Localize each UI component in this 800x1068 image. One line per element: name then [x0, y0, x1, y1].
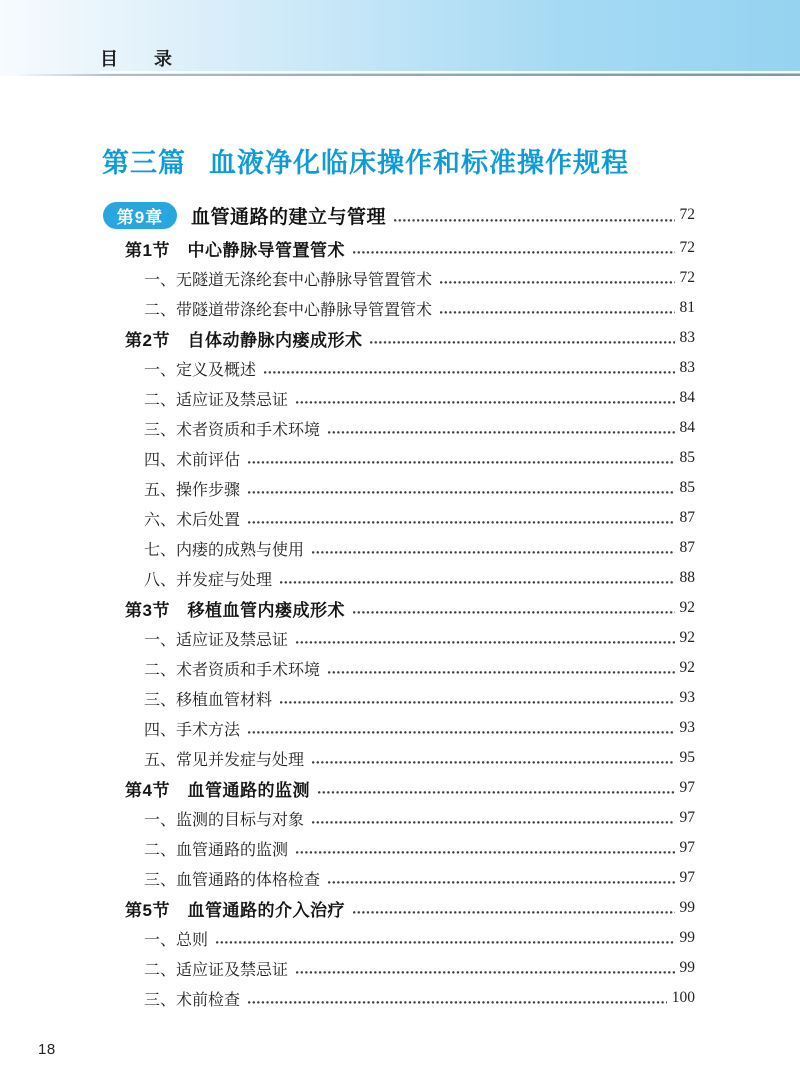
section-label: 第5节 血管通路的介入治疗 [125, 900, 345, 920]
page-ref: 83 [679, 329, 695, 346]
header-band [0, 0, 800, 76]
item-label: 三、术者资质和手术环境 [144, 421, 321, 439]
dotted-leader [328, 431, 674, 434]
dotted-leader [248, 521, 674, 524]
toc-list [103, 233, 695, 1013]
toc-item-row [103, 833, 695, 863]
toc-item-row [103, 983, 695, 1013]
chapter-row [103, 200, 695, 230]
page-ref: 97 [679, 839, 695, 856]
page-ref: 92 [679, 599, 695, 616]
page-ref: 93 [679, 719, 695, 736]
toc-item-row [103, 653, 695, 683]
toc-item-row [103, 803, 695, 833]
dotted-leader [296, 401, 674, 404]
page-ref: 99 [679, 959, 695, 976]
toc-item-row [103, 623, 695, 653]
toc-item-row [103, 863, 695, 893]
page-ref: 85 [679, 479, 695, 496]
page-ref: 97 [679, 809, 695, 826]
toc-item-row [103, 563, 695, 593]
header-bottom-edge [0, 74, 800, 76]
section-label: 第2节 自体动静脉内瘘成形术 [125, 330, 363, 350]
item-label: 三、移植血管材料 [144, 691, 273, 709]
toc-item-row [103, 953, 695, 983]
toc-item-row [103, 293, 695, 323]
toc-section-row [103, 323, 695, 353]
dotted-leader [328, 881, 674, 884]
item-label: 二、血管通路的监测 [144, 841, 289, 859]
item-label: 一、监测的目标与对象 [144, 811, 305, 829]
dotted-leader [353, 251, 675, 254]
toc-section-row [103, 773, 695, 803]
dotted-leader [248, 1001, 667, 1004]
page-ref: 97 [679, 869, 695, 886]
part-number: 第三篇 [102, 148, 186, 178]
dotted-leader [328, 671, 674, 674]
item-label: 三、术前检查 [144, 991, 241, 1009]
page-ref: 87 [679, 509, 695, 526]
dotted-leader [353, 611, 675, 614]
dotted-leader [318, 791, 675, 794]
page-ref: 99 [679, 929, 695, 946]
toc-item-row [103, 503, 695, 533]
dotted-leader [296, 851, 674, 854]
toc-section-row [103, 233, 695, 263]
page-ref: 100 [671, 989, 695, 1006]
dotted-leader [248, 491, 674, 494]
toc-item-row [103, 353, 695, 383]
page-ref: 84 [679, 389, 695, 406]
dotted-leader [216, 941, 674, 944]
page-ref: 72 [679, 239, 695, 256]
item-label: 四、手术方法 [144, 721, 241, 739]
dotted-leader [280, 581, 674, 584]
toc-item-row [103, 443, 695, 473]
dotted-leader [440, 281, 674, 284]
item-label: 五、操作步骤 [144, 481, 241, 499]
item-label: 四、术前评估 [144, 451, 241, 469]
page-ref: 97 [679, 779, 695, 796]
item-label: 一、无隧道无涤纶套中心静脉导管置管术 [144, 271, 433, 289]
page-ref: 87 [679, 539, 695, 556]
item-label: 三、血管通路的体格检查 [144, 871, 321, 889]
toc-item-row [103, 923, 695, 953]
item-label: 一、定义及概述 [144, 361, 257, 379]
page-ref: 88 [679, 569, 695, 586]
section-label: 第4节 血管通路的监测 [125, 780, 310, 800]
item-label: 一、适应证及禁忌证 [144, 631, 289, 649]
item-label: 二、适应证及禁忌证 [144, 391, 289, 409]
dotted-leader [312, 761, 674, 764]
chapter-badge: 第9章 [103, 202, 177, 229]
item-label: 六、术后处置 [144, 511, 241, 529]
section-label: 第3节 移植血管内瘘成形术 [125, 600, 345, 620]
toc-item-row [103, 473, 695, 503]
toc-item-row [103, 743, 695, 773]
dotted-leader [370, 341, 674, 344]
page-ref: 81 [679, 299, 695, 316]
dotted-leader [312, 821, 674, 824]
item-label: 二、带隧道带涤纶套中心静脉导管置管术 [144, 301, 433, 319]
section-label: 第1节 中心静脉导管置管术 [125, 240, 345, 260]
toc-section-row [103, 893, 695, 923]
chapter-page-number: 72 [679, 206, 695, 223]
page-ref: 92 [679, 659, 695, 676]
toc-section-row [103, 593, 695, 623]
item-label: 一、总则 [144, 931, 209, 949]
header-underline [100, 71, 800, 73]
page-ref: 72 [679, 269, 695, 286]
dotted-leader [440, 311, 674, 314]
item-label: 七、内瘘的成熟与使用 [144, 541, 305, 559]
chapter-title: 血管通路的建立与管理 [191, 206, 387, 228]
part-name: 血液净化临床操作和标准操作规程 [209, 148, 629, 178]
page-ref: 99 [679, 899, 695, 916]
toc-item-row [103, 263, 695, 293]
dotted-leader [394, 219, 674, 222]
page-ref: 93 [679, 689, 695, 706]
header-title: 目 录 [100, 49, 172, 69]
page-ref: 83 [679, 359, 695, 376]
dotted-leader [248, 731, 674, 734]
toc-item-row [103, 713, 695, 743]
part-title [102, 141, 629, 180]
dotted-leader [296, 641, 674, 644]
page-ref: 84 [679, 419, 695, 436]
dotted-leader [248, 461, 674, 464]
item-label: 二、适应证及禁忌证 [144, 961, 289, 979]
page-ref: 92 [679, 629, 695, 646]
item-label: 五、常见并发症与处理 [144, 751, 305, 769]
dotted-leader [312, 551, 674, 554]
page-folio-number: 18 [38, 1041, 56, 1058]
toc-item-row [103, 413, 695, 443]
item-label: 二、术者资质和手术环境 [144, 661, 321, 679]
page-ref: 85 [679, 449, 695, 466]
page-ref: 95 [679, 749, 695, 766]
dotted-leader [296, 971, 674, 974]
dotted-leader [353, 911, 675, 914]
dotted-leader [280, 701, 674, 704]
item-label: 八、并发症与处理 [144, 571, 273, 589]
toc-item-row [103, 533, 695, 563]
toc-item-row [103, 383, 695, 413]
toc-item-row [103, 683, 695, 713]
dotted-leader [264, 371, 674, 374]
